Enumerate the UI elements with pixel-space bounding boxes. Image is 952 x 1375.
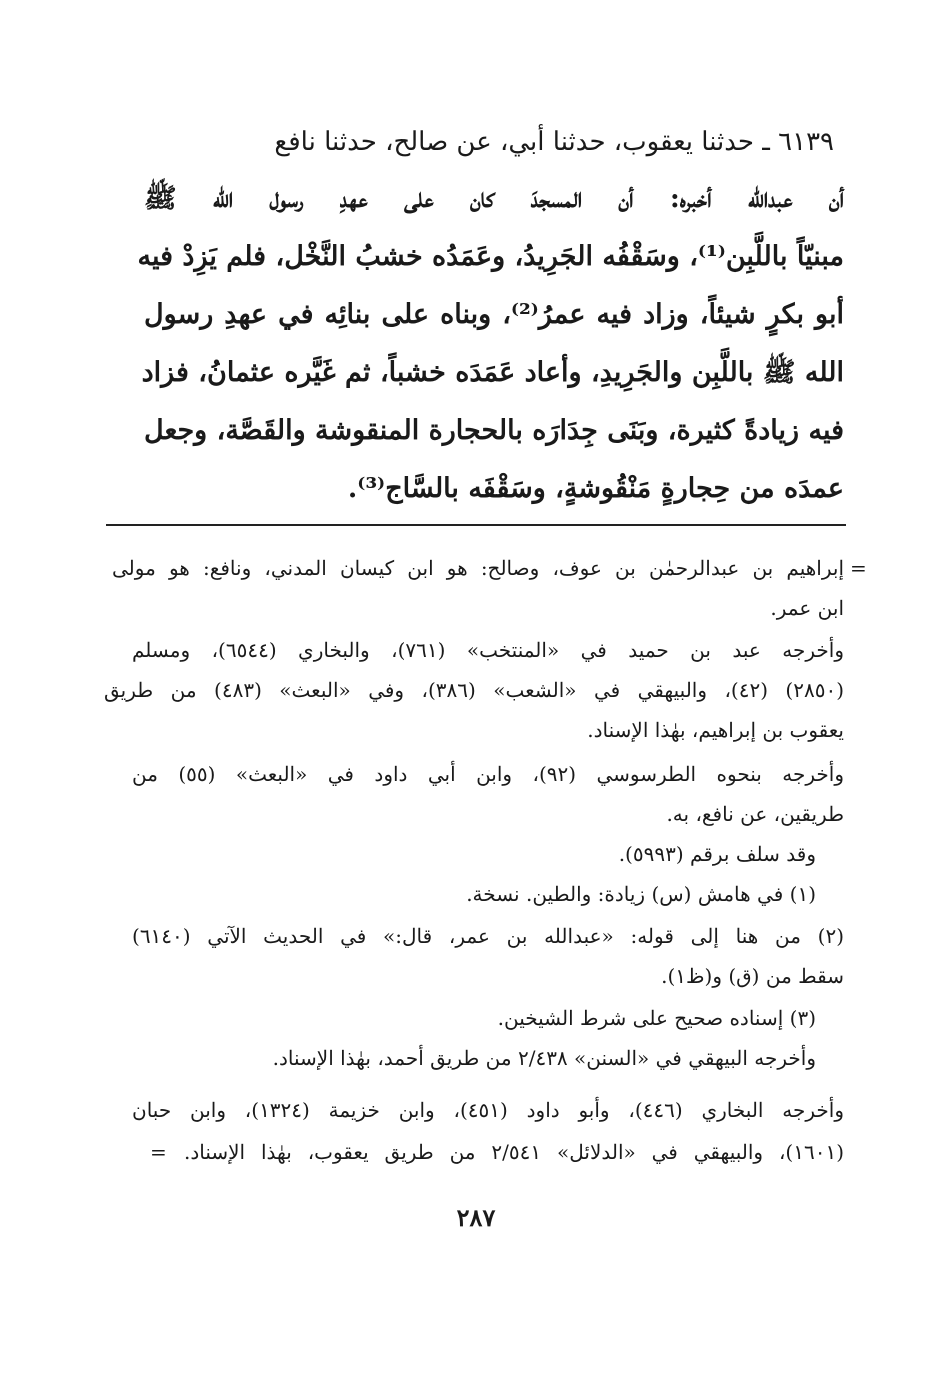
footnote-line: (١) في هامش (س) زيادة: والطين. نسخة. bbox=[466, 882, 816, 906]
footnote-line: طريقين، عن نافع، به. bbox=[666, 802, 844, 826]
footnote-line: يعقوب بن إبراهيم، بهٰذا الإسناد. bbox=[587, 718, 844, 742]
hadith-text-line: عمدَه من حِجارةٍ مَنْقُوشةٍ، وسَقْفَه بالسَّاج⁽³⁾. bbox=[347, 473, 844, 504]
continuation-mark: = bbox=[850, 556, 867, 580]
hadith-text-line: أبو بكرٍ شيئاً، وزاد فيه عمرُ⁽²⁾، وبناه على بنائِه في عهدِ رسول bbox=[144, 299, 845, 330]
footnote-line: (٣) إسناده صحيح على شرط الشيخين. bbox=[497, 1006, 816, 1030]
footnote-separator bbox=[106, 524, 846, 526]
hadith-text-line: فيه زيادةً كثيرة، وبَنَى جِدَارَه بالحجارة المنقوشة والقَصَّة، وجعل bbox=[144, 415, 844, 446]
hadith-text-line: مبنيّاً باللَّبِن⁽¹⁾، وسَقْفُه الجَرِيدُ، وعَمَدُه خشبُ النَّخْل، فلم يَزِدْ فيه bbox=[137, 241, 844, 272]
footnote-line: وأخرجه بنحوه الطرسوسي (٩٢)، وابن أبي داود في «البعث» (٥٥) من bbox=[132, 762, 844, 786]
footnote-line: (١٦٠١)، والبيهقي في «الدلائل» ٢/٥٤١ من طريق يعقوب، بهٰذا الإسناد. bbox=[184, 1140, 845, 1164]
footnote-line: (٢٨٥٠) (٤٢)، والبيهقي في «الشعب» (٣٨٦)، وفي «البعث» (٤٨٣) من طريق bbox=[104, 678, 845, 702]
footnote-line: إبراهيم بن عبدالرحمٰن بن عوف، وصالح: هو ابن كيسان المدني، ونافع: هو مولى bbox=[112, 556, 844, 580]
footnote-line: سقط من (ق) و(ظ١). bbox=[661, 964, 844, 988]
hadith-header: ٦١٣٩ ـ حدثنا يعقوب، حدثنا أبي، عن صالح، حدثنا نافع bbox=[274, 127, 834, 157]
footnote-line: وأخرجه البيهقي في «السنن» ٢/٤٣٨ من طريق أحمد، بهٰذا الإسناد. bbox=[272, 1046, 816, 1070]
hadith-text-line: الله ﷺ باللَّبِن والجَرِيدِ، وأعاد عَمَدَه خشباً، ثم غَيَّره عثمانُ، فزاد bbox=[141, 357, 844, 388]
hadith-text-line: أن عبدالله أخبره: أن المسجدَ كان على عهدِ رسول الله ﷺ bbox=[144, 183, 844, 214]
continuation-mark: = bbox=[150, 1140, 167, 1164]
footnote-line: وأخرجه عبد بن حميد في «المنتخب» (٧٦١)، والبخاري (٦٥٤٤)، ومسلم bbox=[132, 638, 844, 662]
footnote-line: (٢) من هنا إلى قوله: «عبدالله بن عمر، قال:» في الحديث الآتي (٦١٤٠) bbox=[132, 924, 844, 948]
footnote-line: وأخرجه البخاري (٤٤٦)، وأبو داود (٤٥١)، وابن خزيمة (١٣٢٤)، وابن حبان bbox=[132, 1098, 844, 1122]
footnote-line: ابن عمر. bbox=[770, 596, 844, 620]
page-number: ٢٨٧ bbox=[456, 1203, 496, 1232]
footnote-line: وقد سلف برقم (٥٩٩٣). bbox=[618, 842, 816, 866]
